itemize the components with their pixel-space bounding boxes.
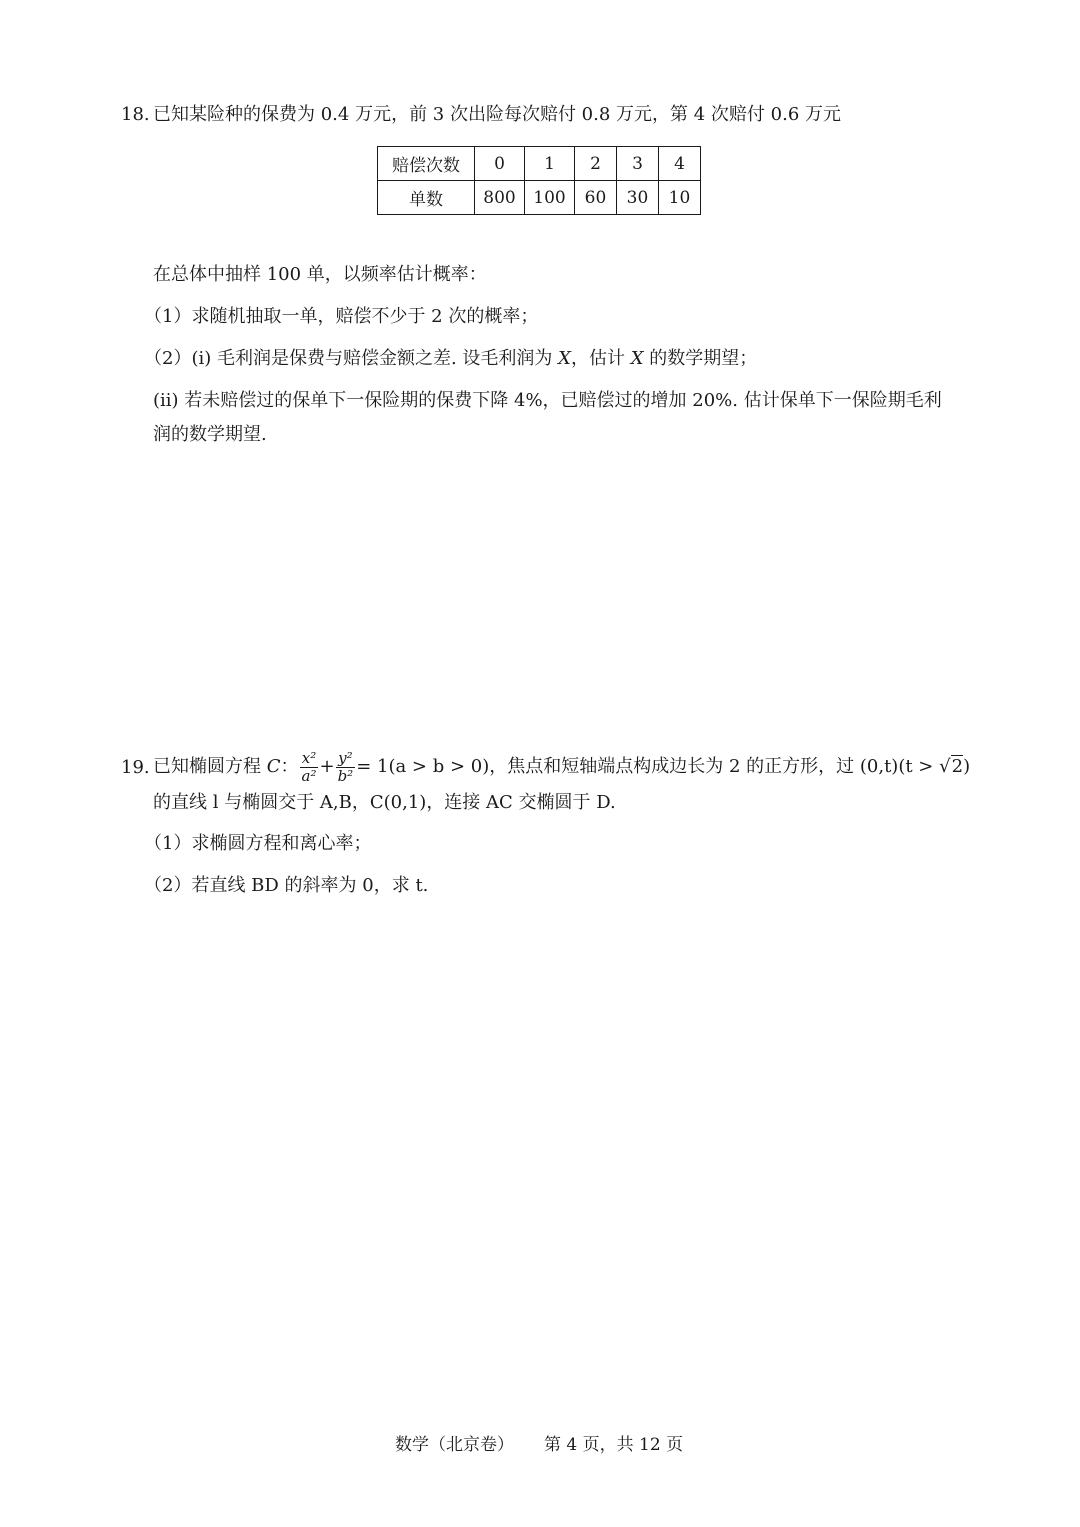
table-cell: 10 xyxy=(659,181,701,215)
footer-page-number: 第 4 页，共 12 页 xyxy=(544,1435,684,1455)
table-cell: 100 xyxy=(525,181,575,215)
table-row xyxy=(378,147,701,181)
fraction-numerator: x² xyxy=(300,751,319,768)
table-cell: 2 xyxy=(575,147,617,181)
equation-tail: = 1(a > b > 0) xyxy=(356,756,490,777)
plus-sign: + xyxy=(319,756,335,777)
q18-part2-ii-line1: (ii) 若未赔偿过的保单下一保险期的保费下降 4%，已赔偿过的增加 20%. 估计保单下一保险期毛利 xyxy=(153,390,942,411)
table-cell: 4 xyxy=(659,147,701,181)
footer-subject: 数学（北京卷） xyxy=(395,1435,514,1455)
q18-intro: 在总体中抽样 100 单，以频率估计概率： xyxy=(153,264,487,285)
q18-part2-ii-line2: 润的数学期望. xyxy=(153,424,267,445)
claims-table xyxy=(377,146,701,215)
fraction-x2-a2 xyxy=(300,748,319,785)
sqrt-sign: √ xyxy=(939,756,951,777)
q18-number: 18. xyxy=(121,104,150,125)
variable-x: X xyxy=(630,348,644,369)
q18-stem: 已知某险种的保费为 0.4 万元，前 3 次出险每次赔付 0.8 万元，第 4 次赔付 0.6 万元 xyxy=(153,104,841,125)
q19-stem-text-a: 已知椭圆方程 xyxy=(153,756,267,777)
fraction-denominator: a² xyxy=(301,766,317,785)
q19-number: 19. xyxy=(121,757,150,778)
q19-part1: （1）求椭圆方程和离心率； xyxy=(144,833,372,854)
table-cell: 3 xyxy=(617,147,659,181)
variable-x: X xyxy=(558,348,571,369)
table-cell: 1 xyxy=(525,147,575,181)
table-row xyxy=(378,181,701,215)
q19-stem-line2: 的直线 l 与椭圆交于 A,B，C(0,1)，连接 AC 交椭圆于 D. xyxy=(153,792,616,813)
close-paren: ) xyxy=(963,756,971,777)
q18-part2-i xyxy=(144,350,757,368)
sqrt-argument: 2 xyxy=(951,756,964,777)
q19-stem-line1 xyxy=(153,744,970,790)
colon: ： xyxy=(280,756,299,777)
fraction-y2-b2 xyxy=(336,748,356,785)
variable-c: C xyxy=(266,756,281,777)
q18-part2-i-text-c: 的数学期望； xyxy=(643,348,758,369)
table-cell: 60 xyxy=(575,181,617,215)
q19-part2: （2）若直线 BD 的斜率为 0，求 t. xyxy=(144,875,429,896)
q18-part1: （1）求随机抽取一单，赔偿不少于 2 次的概率； xyxy=(144,306,539,327)
table-cell: 800 xyxy=(475,181,525,215)
q19-stem-text-b: ，焦点和短轴端点构成边长为 2 的正方形，过 (0,t)(t > xyxy=(489,756,940,777)
table-header-cell: 单数 xyxy=(378,181,475,215)
table-cell: 0 xyxy=(475,147,525,181)
q18-part2-i-text-b: ，估计 xyxy=(570,348,631,369)
fraction-numerator: y² xyxy=(336,751,356,768)
table-cell: 30 xyxy=(617,181,659,215)
table-header-cell: 赔偿次数 xyxy=(378,147,475,181)
fraction-denominator: b² xyxy=(337,766,354,785)
q18-part2-i-text-a: （2）(i) 毛利润是保费与赔偿金额之差. 设毛利润为 xyxy=(144,348,559,369)
